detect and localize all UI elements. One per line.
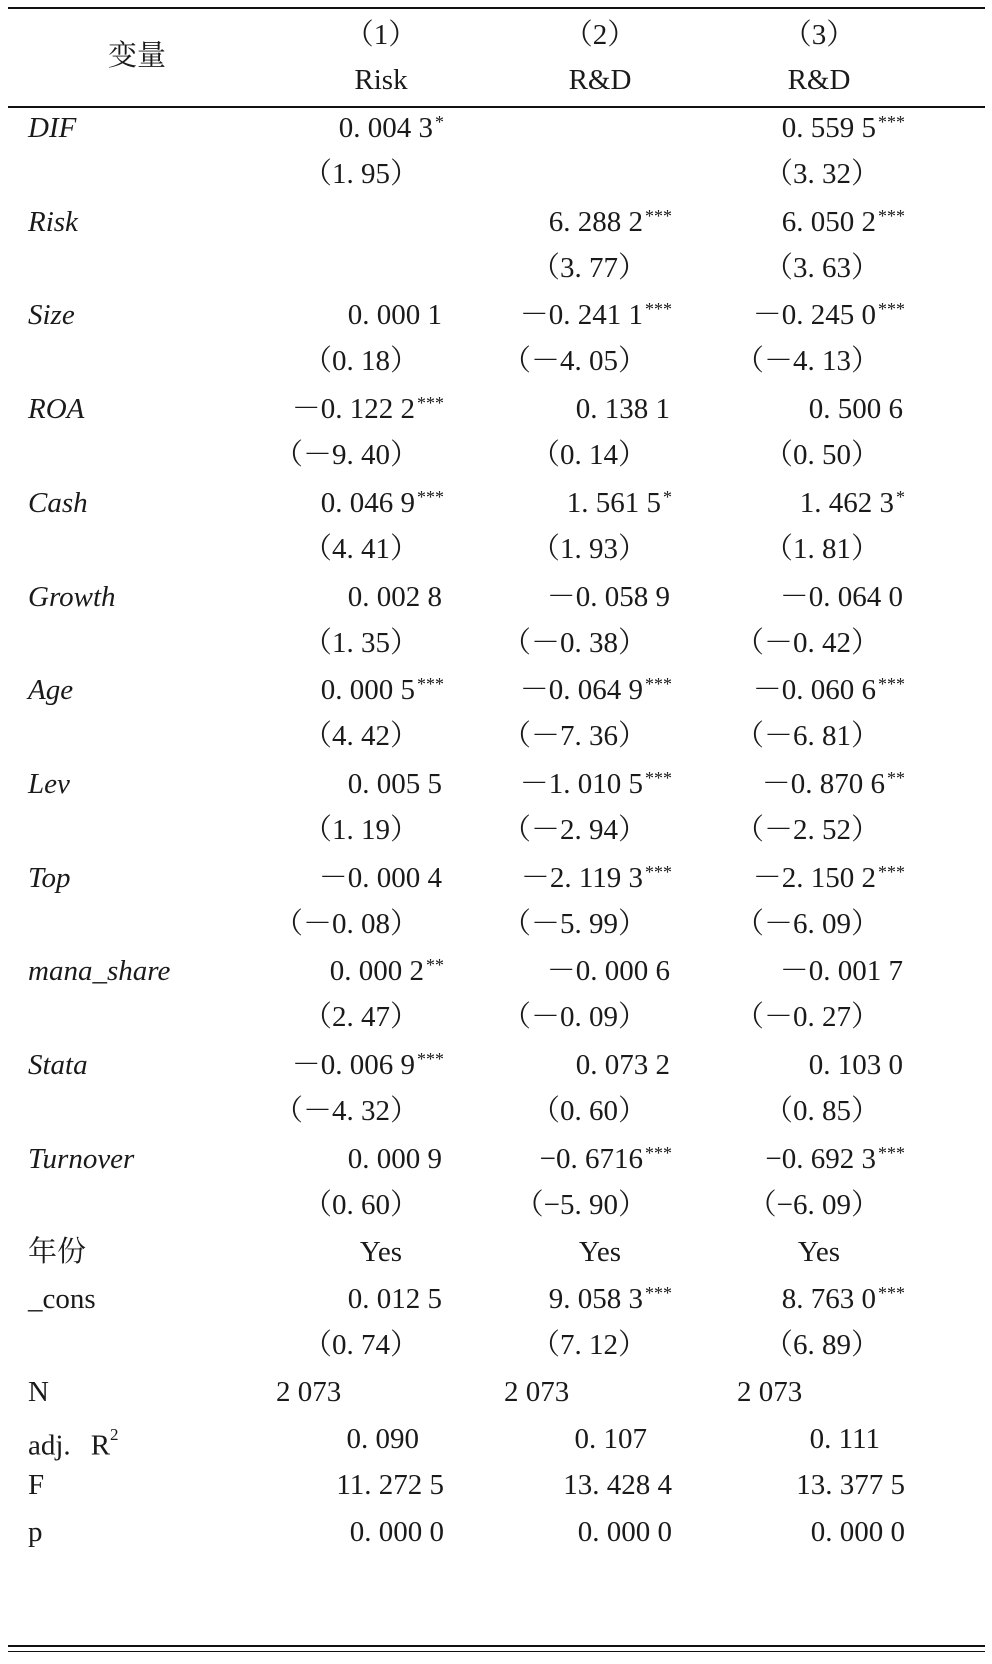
- row-dif-coef-value-col3: 0. 559 5: [781, 112, 876, 144]
- row-top-coef-col3: [753, 860, 905, 896]
- row-stata-coef-col2: [576, 1047, 672, 1083]
- row-dif-significance-stars-col3: ***: [878, 112, 905, 132]
- row-mana-share-coef-value-col3: －0. 001 7: [779, 955, 903, 987]
- row-turnover-coef-value-col1: 0. 000 9: [347, 1143, 442, 1175]
- row-roa-coef-col2: [576, 391, 672, 427]
- row-growth-coef-value-col3: －0. 064 0: [779, 581, 903, 613]
- row-cash-label: Cash: [28, 487, 88, 519]
- header-col2-name: R&D: [568, 64, 632, 96]
- row-risk-label: Risk: [28, 206, 78, 238]
- row-stata-coef-col1: [292, 1047, 444, 1083]
- stat-f-label: F: [28, 1469, 45, 1501]
- row-cons-coef-value-col3: 8. 763 0: [781, 1283, 876, 1315]
- row-mana-share-tstat-col1: （2. 47）: [302, 1001, 419, 1033]
- table-bottom-rule: [8, 1645, 985, 1647]
- row-risk-coef-col3: [782, 204, 905, 240]
- row-dif-coef-col1: [339, 110, 444, 146]
- row-top-label: Top: [28, 862, 71, 894]
- stat-f-col2: 13. 428 4: [563, 1469, 672, 1501]
- row-risk-significance-stars-col3: ***: [878, 206, 905, 226]
- row-growth-coef-col3: [780, 579, 905, 615]
- row-mana-share-coef-col2: [547, 953, 672, 989]
- row-cons-coef-col2: [549, 1281, 672, 1317]
- row-lev-tstat-col1: （1. 19）: [302, 814, 419, 846]
- row-size-tstat-col2: （－4. 05）: [501, 345, 647, 377]
- header-col1-name: Risk: [354, 64, 408, 96]
- row-age-coef-col3: [753, 672, 905, 708]
- row-risk-significance-stars-col2: ***: [645, 206, 672, 226]
- row-turnover-significance-stars-col3: ***: [878, 1143, 905, 1163]
- stat-n-label: N: [28, 1376, 49, 1408]
- year-row-col1: Yes: [359, 1236, 403, 1268]
- year-row-label: 年份: [28, 1236, 87, 1268]
- row-growth-coef-col2: [547, 579, 672, 615]
- row-lev-coef-col2: [520, 766, 672, 802]
- row-age-tstat-col2: （－7. 36）: [501, 720, 647, 752]
- row-turnover-tstat-col3: （−6. 09）: [747, 1189, 880, 1221]
- row-top-tstat-col1: （－0. 08）: [273, 908, 419, 940]
- row-risk-tstat-col2: （3. 77）: [530, 252, 647, 284]
- row-mana-share-coef-col1: [330, 953, 444, 989]
- row-cons-coef-value-col2: 9. 058 3: [548, 1283, 643, 1315]
- row-turnover-coef-col1: [348, 1141, 444, 1177]
- year-row-col3: Yes: [797, 1236, 841, 1268]
- row-stata-coef-value-col2: 0. 073 2: [575, 1049, 670, 1081]
- row-growth-coef-col1: [348, 579, 444, 615]
- row-turnover-label: Turnover: [28, 1143, 135, 1175]
- stat-adjr2-label: [28, 1421, 119, 1464]
- row-turnover-coef-col2: [540, 1141, 672, 1177]
- row-top-coef-col1: [319, 860, 444, 896]
- row-age-coef-value-col3: －0. 060 6: [752, 674, 876, 706]
- row-roa-coef-value-col2: 0. 138 1: [575, 393, 670, 425]
- row-dif-significance-stars-col1: *: [435, 112, 444, 132]
- row-lev-tstat-col3: （－2. 52）: [734, 814, 880, 846]
- row-mana-share-coef-col3: [780, 953, 905, 989]
- row-stata-coef-value-col3: 0. 103 0: [808, 1049, 903, 1081]
- row-cons-tstat-col2: （7. 12）: [530, 1329, 647, 1361]
- row-stata-tstat-col1: （－4. 32）: [273, 1095, 419, 1127]
- row-dif-coef-col3: [782, 110, 905, 146]
- row-stata-label: Stata: [28, 1049, 88, 1081]
- header-variable-label: 变量: [108, 40, 167, 72]
- row-cons-coef-col1: [348, 1281, 444, 1317]
- row-turnover-tstat-col1: （0. 60）: [302, 1189, 419, 1221]
- row-turnover-coef-value-col2: −0. 6716: [539, 1143, 643, 1175]
- row-risk-coef-col2: [549, 204, 672, 240]
- row-age-tstat-col1: （4. 42）: [302, 720, 419, 752]
- row-dif-coef-value-col1: 0. 004 3: [338, 112, 433, 144]
- row-mana-share-label: mana_share: [28, 955, 171, 987]
- row-top-significance-stars-col3: ***: [878, 862, 905, 882]
- row-cash-significance-stars-col3: *: [896, 487, 905, 507]
- row-growth-tstat-col1: （1. 35）: [302, 627, 419, 659]
- row-cash-significance-stars-col2: *: [663, 487, 672, 507]
- table-bottom-rule-thin: [8, 1651, 985, 1652]
- stat-f-col3: 13. 377 5: [796, 1469, 905, 1501]
- stat-n-col2: 2 073: [504, 1376, 570, 1408]
- row-dif-label: DIF: [28, 112, 77, 144]
- stat-adjr2-col2: 0. 107: [574, 1423, 647, 1455]
- year-row-col2: Yes: [578, 1236, 622, 1268]
- row-stata-coef-value-col1: －0. 006 9: [291, 1049, 415, 1081]
- row-age-significance-stars-col3: ***: [878, 674, 905, 694]
- row-roa-significance-stars-col1: ***: [417, 393, 444, 413]
- stat-n-col3: 2 073: [737, 1376, 803, 1408]
- row-size-coef-value-col1: 0. 000 1: [347, 299, 442, 331]
- row-risk-tstat-col3: （3. 63）: [763, 252, 880, 284]
- row-cons-label: _cons: [28, 1283, 96, 1315]
- row-age-significance-stars-col1: ***: [417, 674, 444, 694]
- row-growth-tstat-col3: （－0. 42）: [734, 627, 880, 659]
- row-mana-share-coef-value-col2: －0. 000 6: [546, 955, 670, 987]
- row-top-tstat-col2: （－5. 99）: [501, 908, 647, 940]
- row-age-coef-value-col1: 0. 000 5: [320, 674, 415, 706]
- header-col1-number: （1）: [344, 19, 418, 51]
- row-cash-tstat-col3: （1. 81）: [763, 533, 880, 565]
- row-cash-coef-value-col1: 0. 046 9: [320, 487, 415, 519]
- row-lev-coef-value-col3: －0. 870 6: [761, 768, 885, 800]
- row-roa-coef-col1: [292, 391, 444, 427]
- row-lev-significance-stars-col3: **: [887, 768, 905, 788]
- row-turnover-coef-col3: [765, 1141, 905, 1177]
- row-size-tstat-col3: （－4. 13）: [734, 345, 880, 377]
- row-lev-significance-stars-col2: ***: [645, 768, 672, 788]
- row-size-coef-col1: [348, 297, 444, 333]
- row-size-coef-col3: [753, 297, 905, 333]
- row-cash-coef-value-col3: 1. 462 3: [799, 487, 894, 519]
- row-turnover-coef-value-col3: −0. 692 3: [765, 1143, 876, 1175]
- stat-p-label: p: [28, 1516, 43, 1548]
- stat-adjr2-r: R: [90, 1429, 111, 1462]
- row-roa-tstat-col2: （0. 14）: [530, 439, 647, 471]
- stat-adjr2-name: adj.: [28, 1429, 71, 1462]
- stat-p-col2: 0. 000 0: [577, 1516, 672, 1548]
- row-cash-coef-col1: [321, 485, 444, 521]
- row-age-coef-col1: [321, 672, 444, 708]
- row-lev-coef-value-col1: 0. 005 5: [347, 768, 442, 800]
- row-mana-share-significance-stars-col1: **: [426, 955, 444, 975]
- stat-f-col1: 11. 272 5: [336, 1469, 444, 1501]
- table-top-rule: [8, 7, 985, 9]
- row-top-coef-value-col2: －2. 119 3: [520, 862, 643, 894]
- row-top-significance-stars-col2: ***: [645, 862, 672, 882]
- row-roa-tstat-col3: （0. 50）: [763, 439, 880, 471]
- row-mana-share-tstat-col3: （－0. 27）: [734, 1001, 880, 1033]
- row-age-coef-value-col2: －0. 064 9: [519, 674, 643, 706]
- row-size-label: Size: [28, 299, 75, 331]
- row-age-label: Age: [28, 674, 74, 706]
- row-growth-label: Growth: [28, 581, 116, 613]
- row-roa-tstat-col1: （－9. 40）: [273, 439, 419, 471]
- row-size-coef-value-col3: －0. 245 0: [752, 299, 876, 331]
- row-lev-coef-value-col2: －1. 010 5: [519, 768, 643, 800]
- row-cash-tstat-col1: （4. 41）: [302, 533, 419, 565]
- row-cash-tstat-col2: （1. 93）: [530, 533, 647, 565]
- row-growth-coef-value-col1: 0. 002 8: [347, 581, 442, 613]
- row-risk-coef-value-col2: 6. 288 2: [548, 206, 643, 238]
- row-size-significance-stars-col3: ***: [878, 299, 905, 319]
- row-dif-tstat-col3: （3. 32）: [763, 158, 880, 190]
- row-growth-coef-value-col2: －0. 058 9: [546, 581, 670, 613]
- row-lev-tstat-col2: （－2. 94）: [501, 814, 647, 846]
- row-cash-coef-col3: [800, 485, 905, 521]
- row-size-tstat-col1: （0. 18）: [302, 345, 419, 377]
- row-turnover-tstat-col2: （−5. 90）: [514, 1189, 647, 1221]
- row-turnover-significance-stars-col2: ***: [645, 1143, 672, 1163]
- header-rule: [8, 106, 985, 108]
- row-lev-coef-col3: [762, 766, 905, 802]
- row-roa-label: ROA: [28, 393, 85, 425]
- row-growth-tstat-col2: （－0. 38）: [501, 627, 647, 659]
- stat-adjr2-col3: 0. 111: [809, 1423, 880, 1455]
- row-cons-tstat-col3: （6. 89）: [763, 1329, 880, 1361]
- row-cash-coef-col2: [567, 485, 672, 521]
- row-cons-coef-col3: [782, 1281, 905, 1317]
- row-stata-coef-col3: [809, 1047, 905, 1083]
- row-age-significance-stars-col2: ***: [645, 674, 672, 694]
- stat-adjr2-sup: 2: [110, 1425, 119, 1444]
- row-lev-label: Lev: [28, 768, 70, 800]
- row-size-coef-value-col2: －0. 241 1: [519, 299, 643, 331]
- stat-p-col3: 0. 000 0: [810, 1516, 905, 1548]
- row-top-coef-value-col1: －0. 000 4: [318, 862, 442, 894]
- row-cash-significance-stars-col1: ***: [417, 487, 444, 507]
- row-mana-share-tstat-col2: （－0. 09）: [501, 1001, 647, 1033]
- stat-p-col1: 0. 000 0: [349, 1516, 444, 1548]
- header-col3-name: R&D: [787, 64, 851, 96]
- row-mana-share-coef-value-col1: 0. 000 2: [329, 955, 424, 987]
- row-top-coef-value-col3: －2. 150 2: [752, 862, 876, 894]
- row-lev-coef-col1: [348, 766, 444, 802]
- row-roa-coef-col3: [809, 391, 905, 427]
- row-cons-tstat-col1: （0. 74）: [302, 1329, 419, 1361]
- stat-n-col1: 2 073: [276, 1376, 342, 1408]
- row-roa-coef-value-col1: －0. 122 2: [291, 393, 415, 425]
- row-top-coef-col2: [521, 860, 672, 896]
- row-dif-tstat-col1: （1. 95）: [302, 158, 419, 190]
- row-age-coef-col2: [520, 672, 672, 708]
- row-top-tstat-col3: （－6. 09）: [734, 908, 880, 940]
- row-stata-tstat-col3: （0. 85）: [763, 1095, 880, 1127]
- row-size-significance-stars-col2: ***: [645, 299, 672, 319]
- row-age-tstat-col3: （－6. 81）: [734, 720, 880, 752]
- stat-adjr2-col1: 0. 090: [346, 1423, 419, 1455]
- header-col2-number: （2）: [563, 19, 637, 51]
- row-cons-coef-value-col1: 0. 012 5: [347, 1283, 442, 1315]
- row-stata-significance-stars-col1: ***: [417, 1049, 444, 1069]
- row-cons-significance-stars-col2: ***: [645, 1283, 672, 1303]
- header-col3-number: （3）: [782, 19, 856, 51]
- row-size-coef-col2: [520, 297, 672, 333]
- row-cons-significance-stars-col3: ***: [878, 1283, 905, 1303]
- row-risk-coef-value-col3: 6. 050 2: [781, 206, 876, 238]
- row-roa-coef-value-col3: 0. 500 6: [808, 393, 903, 425]
- row-cash-coef-value-col2: 1. 561 5: [566, 487, 661, 519]
- row-stata-tstat-col2: （0. 60）: [530, 1095, 647, 1127]
